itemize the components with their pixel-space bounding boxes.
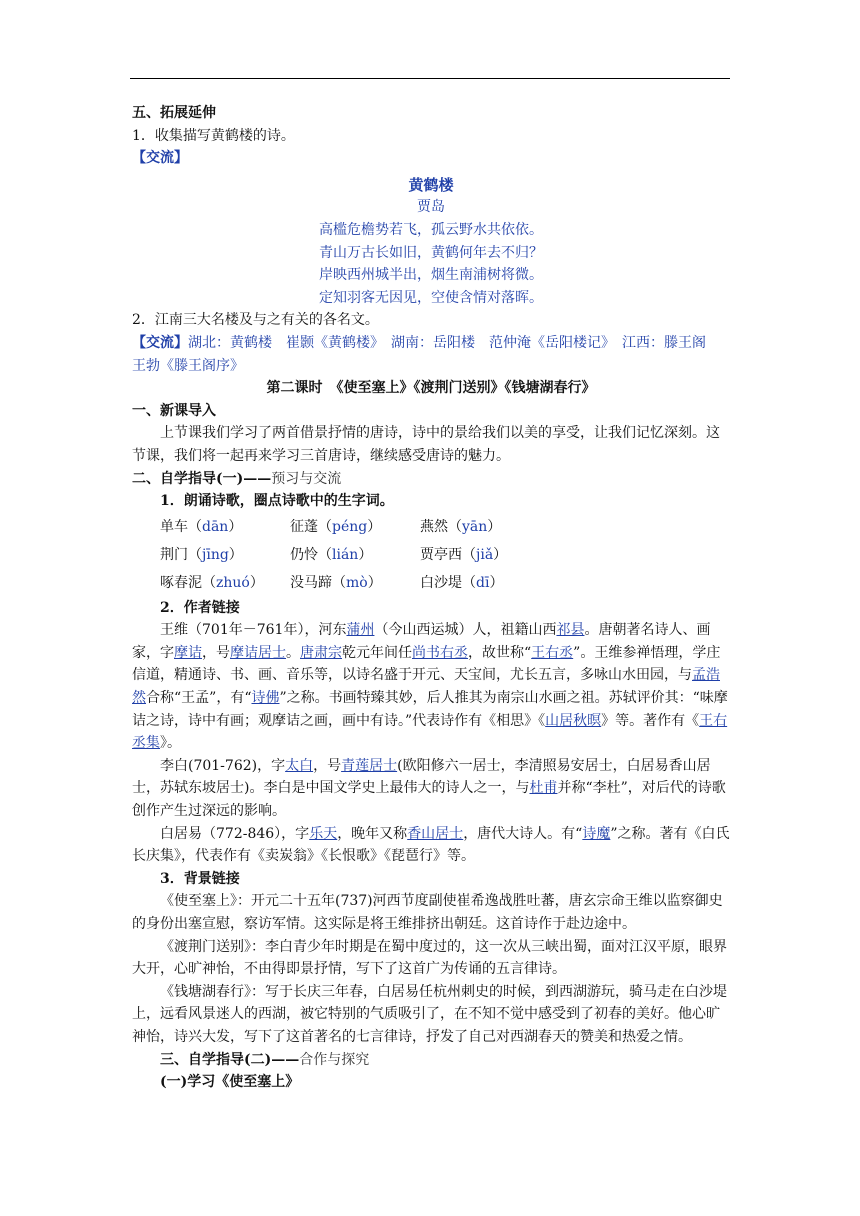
link-dufu[interactable]: 杜甫: [529, 780, 558, 797]
link-wang-youcheng-ji[interactable]: 王右丞集: [132, 712, 728, 752]
vocab-item: 仍怜（lián）: [290, 546, 373, 563]
section-2-title: [132, 468, 730, 491]
section-3-title-main: 三、自学指导(二)——: [160, 1051, 300, 1068]
poem-line: 青山万古长如旧，黄鹤何年去不归？: [319, 244, 543, 261]
vocab-item: 白沙堤（dī）: [420, 574, 504, 591]
section-3-subtitle: 合作与探究: [299, 1051, 370, 1068]
link-taibai[interactable]: 太白: [285, 757, 314, 774]
vocab-grid: [160, 513, 730, 597]
background-1: 《使至塞上》：开元二十五年(737)河西节度副使崔希逸战胜吐蕃，唐玄宗命王维以监察御史的身份出塞宣慰，察访军情。这实际是将王维排挤出朝廷。这首诗作于赴边途中。: [132, 893, 723, 932]
section-2-subtitle: 预习与交流: [271, 470, 342, 487]
link-mojie[interactable]: 摩诘: [174, 644, 202, 661]
question-1: 1．收集描写黄鹤楼的诗。: [132, 127, 295, 144]
vocab-item: 燕然（yān）: [420, 518, 502, 535]
baijuyi-bio: 白居易（772-846），字乐天，晚年又称香山居士，唐代大诗人。有“诗魔”之称。著有《白氏长庆集》，代表作有《卖炭翁》《长恨歌》《琵琶行》等。: [132, 825, 730, 865]
vocab-item: 贾亭西（jiǎ）: [420, 546, 508, 563]
link-menghaoran[interactable]: 孟浩然: [132, 667, 720, 707]
link-puzhou[interactable]: 蒲州: [346, 622, 375, 639]
header-rule: [130, 78, 730, 79]
link-qinglian-jushi[interactable]: 青莲居士: [341, 757, 398, 774]
section-5-title: 五、拓展延伸: [132, 105, 216, 121]
poem-line: 定知羽客无因见，空使含情对落晖。: [319, 289, 543, 306]
section-1-title: 一、新课导入: [132, 402, 216, 419]
section-3-title: [160, 1049, 730, 1072]
question-2: 2．江南三大名楼及与之有关的各名文。: [132, 312, 379, 329]
link-shifo[interactable]: 诗佛: [251, 690, 280, 707]
link-letian[interactable]: 乐天: [309, 825, 338, 842]
background-link-title: 3．背景链接: [160, 870, 240, 887]
exchange-2-label: 【交流】: [132, 334, 188, 351]
vocab-item: 荆门（jīng）: [160, 546, 243, 563]
subsection-1-title: (一)学习《使至塞上》: [160, 1074, 300, 1091]
exchange-label: 【交流】: [132, 150, 188, 167]
link-qixian[interactable]: 祁县: [556, 622, 585, 639]
poem-author: 贾岛: [417, 199, 445, 216]
link-shangshu-youcheng[interactable]: 尚书右丞: [412, 644, 468, 661]
section-1-text: 上节课我们学习了两首借景抒情的唐诗，诗中的景给我们以美的享受，让我们记忆深刻。这节课，我们将一起再来学习三首唐诗，继续感受唐诗的魅力。: [132, 425, 720, 464]
link-tangsuzong[interactable]: 唐肃宗: [300, 644, 342, 661]
poem-block: [132, 174, 730, 310]
poem-line: 岸映西州城半出，烟生南浦树将微。: [319, 267, 543, 284]
link-shanju-qiuming[interactable]: 山居秋暝: [545, 712, 602, 729]
link-mojie-jushi[interactable]: 摩诘居士: [230, 644, 286, 661]
background-3: 《钱塘湖春行》：写于长庆三年春，白居易任杭州刺史的时候，到西湖游玩，骑马走在白沙堤上，远看风景迷人的西湖，被它特别的气质吸引了，在不知不觉中感受到了初春的美好。他心旷神怡，诗兴大发，写下了这首著名的七言律诗，抒发了自己对西湖春天的赞美和热爱之情。: [132, 983, 727, 1045]
wangwei-bio: 王维（701年－761年），河东蒲州（今山西运城）人，祖籍山西祁县。唐朝著名诗人、画家，字摩诘，号摩诘居士。唐肃宗乾元年间任尚书右丞，故世称“王右丞”。王维参禅悟理，学庄信道，精通诗、书、画、音乐等，以诗名盛于开元、天宝间，尤长五言，多咏山水田园，与孟浩然合称“王孟”，有“诗佛”之称。书画特臻其妙，后人推其为南宗山水画之祖。苏轼评价其：“味摩诘之诗，诗中有画；观摩诘之画，画中有诗。”代表诗作有《相思》《山居秋暝》等。著作有《王右丞集》。: [132, 622, 728, 752]
vocab-question: 1．朗诵诗歌，圈点诗歌中的生字词。: [160, 493, 394, 510]
poem-title: 黄鹤楼: [408, 175, 454, 194]
background-2: 《渡荆门送别》：李白青少年时期是在蜀中度过的，这一次从三峡出蜀，面对江汉平原，眼界大开，心旷神怡，不由得即景抒情，写下了这首广为传诵的五言律诗。: [132, 938, 727, 978]
vocab-item: 啄春泥（zhuó）: [160, 574, 264, 591]
vocab-item: 没马蹄（mò）: [290, 574, 382, 591]
lesson-2-title: 第二课时 《使至塞上》《渡荆门送别》《钱塘湖春行》: [266, 380, 596, 397]
author-link-title: 2．作者链接: [160, 599, 240, 616]
link-xiangshan-jushi[interactable]: 香山居士: [407, 825, 464, 842]
section-2-title-main: 二、自学指导(一)——: [132, 470, 272, 487]
link-wang-youcheng[interactable]: 王右丞: [531, 644, 574, 661]
vocab-item: 单车（dān）: [160, 518, 243, 535]
link-shimo[interactable]: 诗魔: [582, 825, 611, 842]
document-page: [132, 100, 730, 1094]
poem-line: 高槛危檐势若飞，孤云野水共依依。: [319, 221, 543, 238]
exchange-2-text: 湖北：黄鹤楼 崔颢《黄鹤楼》 湖南：岳阳楼 范仲淹《岳阳楼记》 江西：滕王阁 王勃《滕王阁序》: [132, 334, 720, 374]
exchange-2: [132, 332, 730, 377]
vocab-item: 征蓬（péng）: [290, 518, 382, 535]
libai-bio: 李白(701-762)，字太白，号青莲居士(欧阳修六一居士，李清照易安居士，白居易香山居士，苏轼东坡居士)。李白是中国文学史上最伟大的诗人之一，与杜甫并称“李杜”，对后代的诗歌创作产生过深远的影响。: [132, 757, 726, 820]
